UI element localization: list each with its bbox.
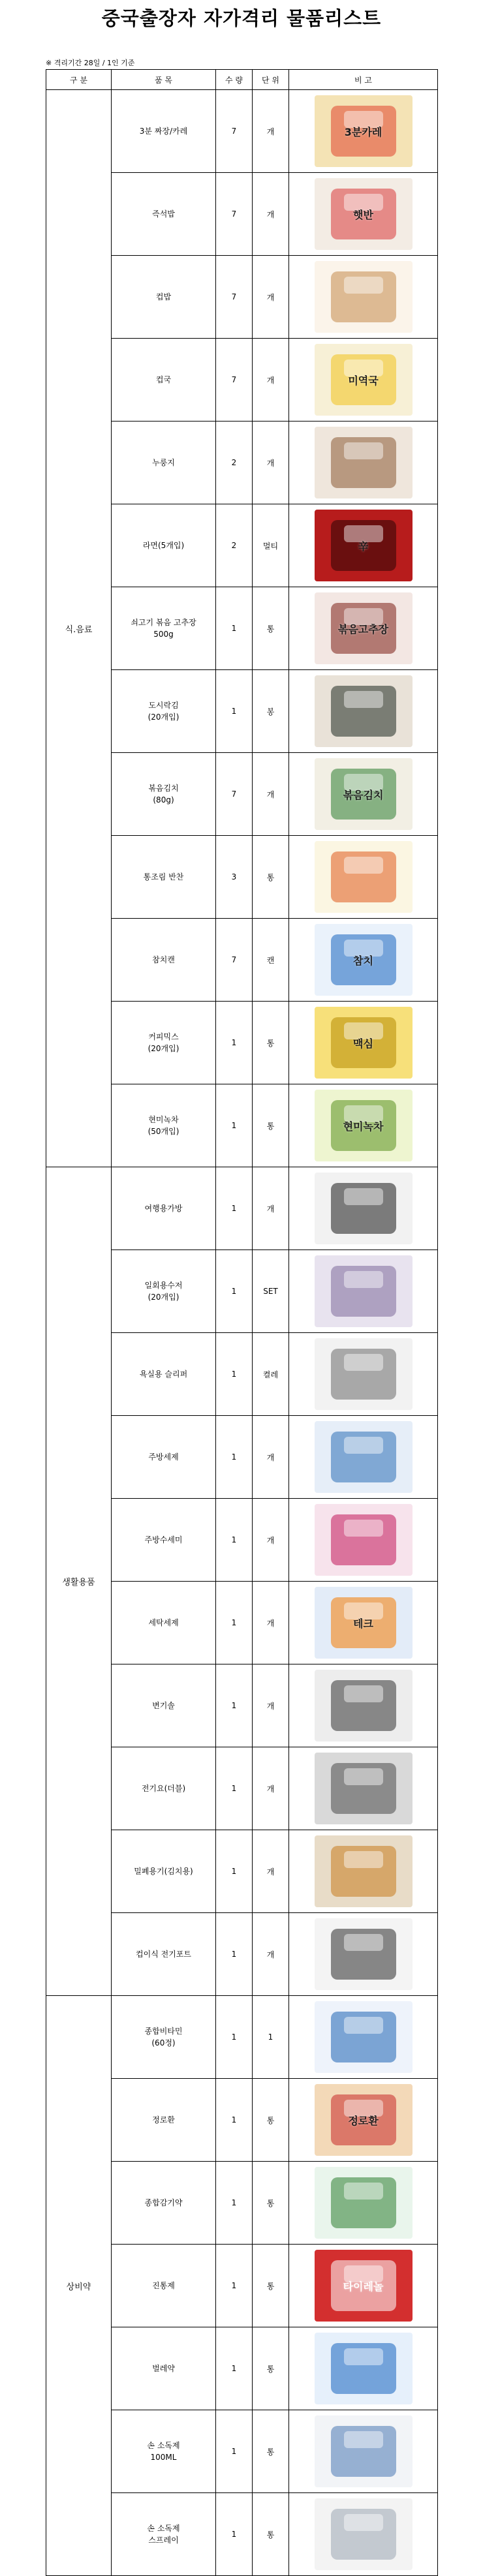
- remarks-image-cell: [289, 1002, 438, 1084]
- table-body: [46, 90, 438, 2576]
- electric-kettle-image: [315, 1918, 413, 1990]
- remarks-image-cell: [289, 753, 438, 836]
- item-name-cell: 도시락김 (20개입): [112, 670, 216, 753]
- canned-food-image: [315, 841, 413, 913]
- item-name-cell: 현미녹차 (50개입): [112, 1084, 216, 1167]
- unit-cell: 개: [253, 422, 289, 504]
- product-label: 볶음고추장: [337, 622, 389, 636]
- item-name-cell: 쇠고기 볶음 고추장 500g: [112, 587, 216, 670]
- unit-cell: 개: [253, 256, 289, 339]
- unit-cell: 개: [253, 1167, 289, 1250]
- remarks-image-cell: [289, 2162, 438, 2245]
- slippers-image: [315, 1338, 413, 1410]
- product-label: 辛: [358, 540, 369, 553]
- green-tea-box-image: [315, 1090, 413, 1161]
- product-highlight: [344, 2514, 383, 2531]
- laver-pack-image: [315, 675, 413, 747]
- product-highlight: [344, 1520, 383, 1537]
- unit-cell: 통: [253, 2162, 289, 2245]
- coffee-mix-image: [315, 1007, 413, 1079]
- header-category: 구 분: [46, 70, 112, 90]
- remarks-image-cell: [289, 1996, 438, 2079]
- item-name-cell: 통조림 반찬: [112, 836, 216, 919]
- item-name-cell: 벌레약: [112, 2327, 216, 2410]
- unit-cell: 통: [253, 2245, 289, 2327]
- remarks-image-cell: [289, 670, 438, 753]
- ramen-pack-image: [315, 510, 413, 581]
- quantity-cell: 7: [216, 90, 253, 173]
- quantity-cell: 1: [216, 1250, 253, 1333]
- product-highlight: [344, 2431, 383, 2448]
- supply-table: [46, 69, 438, 2576]
- fried-kimchi-image: [315, 758, 413, 830]
- table-row: [46, 90, 438, 173]
- quantity-cell: 1: [216, 1002, 253, 1084]
- quantity-cell: 1: [216, 1996, 253, 2079]
- quantity-cell: 1: [216, 1582, 253, 1664]
- item-name-cell: 종합비타민 (60정): [112, 1996, 216, 2079]
- quantity-cell: 1: [216, 1747, 253, 1830]
- item-name-cell: 손 소독제 100ML: [112, 2410, 216, 2493]
- item-name-cell: 세탁세제: [112, 1582, 216, 1664]
- tuna-can-image: [315, 924, 413, 996]
- electric-blanket-image: [315, 1753, 413, 1824]
- item-name-cell: 볶음김치 (80g): [112, 753, 216, 836]
- remarks-image-cell: [289, 2410, 438, 2493]
- category-cell: 상비약: [46, 1996, 112, 2576]
- item-name-cell: 참치캔: [112, 919, 216, 1002]
- remarks-image-cell: [289, 587, 438, 670]
- item-name-cell: 정로환: [112, 2079, 216, 2162]
- quantity-cell: 7: [216, 753, 253, 836]
- remarks-image-cell: [289, 2079, 438, 2162]
- remarks-image-cell: [289, 1582, 438, 1664]
- product-highlight: [344, 691, 383, 708]
- item-name-cell: 누룽지: [112, 422, 216, 504]
- food-container-image: [315, 1835, 413, 1907]
- gochujang-jar-image: [315, 592, 413, 664]
- unit-cell: 통: [253, 1084, 289, 1167]
- quantity-cell: 1: [216, 1416, 253, 1499]
- product-highlight: [344, 1934, 383, 1951]
- remarks-image-cell: [289, 1913, 438, 1996]
- remarks-image-cell: [289, 2327, 438, 2410]
- laundry-detergent-image: [315, 1587, 413, 1659]
- header-item: 품 목: [112, 70, 216, 90]
- item-name-cell: 여행용가방: [112, 1167, 216, 1250]
- product-label: 미역국: [348, 374, 379, 387]
- remarks-image-cell: [289, 919, 438, 1002]
- quarantine-note: ※ 격리기간 28일 / 1인 기준: [46, 59, 135, 67]
- nurungji-image: [315, 427, 413, 498]
- unit-cell: 켤레: [253, 1333, 289, 1416]
- unit-cell: 1: [253, 1996, 289, 2079]
- unit-cell: 개: [253, 1747, 289, 1830]
- unit-cell: 통: [253, 2327, 289, 2410]
- unit-cell: 개: [253, 753, 289, 836]
- quantity-cell: 2: [216, 422, 253, 504]
- table-header-row: [46, 70, 438, 90]
- product-highlight: [344, 2348, 383, 2365]
- remarks-image-cell: [289, 90, 438, 173]
- insect-ointment-image: [315, 2333, 413, 2404]
- remarks-image-cell: [289, 422, 438, 504]
- quantity-cell: 1: [216, 1913, 253, 1996]
- product-highlight: [344, 1768, 383, 1785]
- remarks-image-cell: [289, 173, 438, 256]
- product-label: 정로환: [348, 2114, 379, 2127]
- remarks-image-cell: [289, 1084, 438, 1167]
- item-name-cell: 일회용수저 (20개입): [112, 1250, 216, 1333]
- unit-cell: SET: [253, 1250, 289, 1333]
- quantity-cell: 3: [216, 836, 253, 919]
- remarks-image-cell: [289, 1333, 438, 1416]
- unit-cell: 개: [253, 1582, 289, 1664]
- product-highlight: [344, 2017, 383, 2034]
- unit-cell: 개: [253, 1499, 289, 1582]
- product-highlight: [344, 1851, 383, 1868]
- product-label: 볶음김치: [343, 788, 384, 801]
- unit-cell: 개: [253, 90, 289, 173]
- dish-soap-image: [315, 1421, 413, 1493]
- unit-cell: 통: [253, 1002, 289, 1084]
- unit-cell: 개: [253, 1913, 289, 1996]
- product-highlight: [344, 1271, 383, 1288]
- product-label: 참치: [353, 954, 373, 967]
- quantity-cell: 7: [216, 919, 253, 1002]
- product-highlight: [344, 1685, 383, 1702]
- quantity-cell: 1: [216, 1664, 253, 1747]
- remarks-image-cell: [289, 1416, 438, 1499]
- quantity-cell: 1: [216, 670, 253, 753]
- cup-soup-image: [315, 344, 413, 416]
- item-name-cell: 컵국: [112, 339, 216, 422]
- item-name-cell: 손 소독제 스프레이: [112, 2493, 216, 2576]
- item-name-cell: 컵밥: [112, 256, 216, 339]
- product-label: 현미녹차: [343, 1120, 384, 1133]
- unit-cell: 개: [253, 173, 289, 256]
- quantity-cell: 1: [216, 2410, 253, 2493]
- unit-cell: 개: [253, 1830, 289, 1913]
- category-cell: 생활용품: [46, 1167, 112, 1996]
- cup-rice-image: [315, 261, 413, 333]
- item-name-cell: 종합감기약: [112, 2162, 216, 2245]
- remarks-image-cell: [289, 1664, 438, 1747]
- quantity-cell: 1: [216, 2493, 253, 2576]
- remarks-image-cell: [289, 339, 438, 422]
- quantity-cell: 1: [216, 587, 253, 670]
- product-label: 3분카레: [344, 125, 382, 138]
- quantity-cell: 1: [216, 1333, 253, 1416]
- product-highlight: [344, 1354, 383, 1371]
- multivitamin-image: [315, 2001, 413, 2073]
- quantity-cell: 1: [216, 2162, 253, 2245]
- category-cell: 식.음료: [46, 90, 112, 1167]
- quantity-cell: 1: [216, 1167, 253, 1250]
- unit-cell: 통: [253, 2493, 289, 2576]
- unit-cell: 캔: [253, 919, 289, 1002]
- page-title: 중국출장자 자가격리 물품리스트: [101, 7, 382, 29]
- quantity-cell: 1: [216, 1830, 253, 1913]
- product-highlight: [344, 277, 383, 294]
- unit-cell: 통: [253, 2410, 289, 2493]
- product-highlight: [344, 2183, 383, 2200]
- product-highlight: [344, 442, 383, 459]
- kitchen-sponge-image: [315, 1504, 413, 1576]
- product-highlight: [344, 857, 383, 874]
- quantity-cell: 1: [216, 1499, 253, 1582]
- table-row: [46, 1167, 438, 1250]
- unit-cell: 통: [253, 587, 289, 670]
- item-name-cell: 욕실용 슬리퍼: [112, 1333, 216, 1416]
- curry-pack-image: [315, 95, 413, 167]
- unit-cell: 개: [253, 1664, 289, 1747]
- quantity-cell: 2: [216, 504, 253, 587]
- product-label: 타이레놀: [343, 2280, 384, 2293]
- quantity-cell: 7: [216, 339, 253, 422]
- quantity-cell: 1: [216, 1084, 253, 1167]
- remarks-image-cell: [289, 1830, 438, 1913]
- travel-bag-image: [315, 1173, 413, 1244]
- toilet-brush-image: [315, 1670, 413, 1741]
- item-name-cell: 라면(5개입): [112, 504, 216, 587]
- remarks-image-cell: [289, 2493, 438, 2576]
- remarks-image-cell: [289, 1167, 438, 1250]
- remarks-image-cell: [289, 504, 438, 587]
- product-highlight: [344, 1437, 383, 1454]
- product-highlight: [344, 1188, 383, 1205]
- quantity-cell: 1: [216, 2245, 253, 2327]
- item-name-cell: 주방수세미: [112, 1499, 216, 1582]
- unit-cell: 통: [253, 2079, 289, 2162]
- remarks-image-cell: [289, 1747, 438, 1830]
- item-name-cell: 커피믹스 (20개입): [112, 1002, 216, 1084]
- item-name-cell: 진통제: [112, 2245, 216, 2327]
- product-label: 테크: [353, 1617, 373, 1630]
- remarks-image-cell: [289, 256, 438, 339]
- remarks-image-cell: [289, 2245, 438, 2327]
- item-name-cell: 밀폐용기(김치용): [112, 1830, 216, 1913]
- jeongrohwan-image: [315, 2084, 413, 2156]
- quantity-cell: 1: [216, 2079, 253, 2162]
- header-quantity: 수 량: [216, 70, 253, 90]
- quantity-cell: 7: [216, 256, 253, 339]
- item-name-cell: 3분 짜장/카레: [112, 90, 216, 173]
- remarks-image-cell: [289, 1499, 438, 1582]
- table-row: [46, 1996, 438, 2079]
- remarks-image-cell: [289, 1250, 438, 1333]
- cold-medicine-image: [315, 2167, 413, 2239]
- hand-sanitizer-image: [315, 2415, 413, 2487]
- item-name-cell: 즉석밥: [112, 173, 216, 256]
- quantity-cell: 7: [216, 173, 253, 256]
- product-label: 맥심: [353, 1037, 373, 1050]
- header-remarks: 비 고: [289, 70, 438, 90]
- rice-bowl-image: [315, 178, 413, 250]
- sanitizer-spray-image: [315, 2498, 413, 2570]
- unit-cell: 통: [253, 836, 289, 919]
- item-name-cell: 컵이식 전기포트: [112, 1913, 216, 1996]
- item-name-cell: 주방세제: [112, 1416, 216, 1499]
- disposable-cutlery-image: [315, 1255, 413, 1327]
- unit-cell: 개: [253, 339, 289, 422]
- unit-cell: 봉: [253, 670, 289, 753]
- product-label: 햇반: [353, 208, 373, 221]
- unit-cell: 개: [253, 1416, 289, 1499]
- item-name-cell: 변기솔: [112, 1664, 216, 1747]
- quantity-cell: 1: [216, 2327, 253, 2410]
- header-unit: 단 위: [253, 70, 289, 90]
- unit-cell: 멀티: [253, 504, 289, 587]
- remarks-image-cell: [289, 836, 438, 919]
- painkiller-image: [315, 2250, 413, 2322]
- item-name-cell: 전기요(더블): [112, 1747, 216, 1830]
